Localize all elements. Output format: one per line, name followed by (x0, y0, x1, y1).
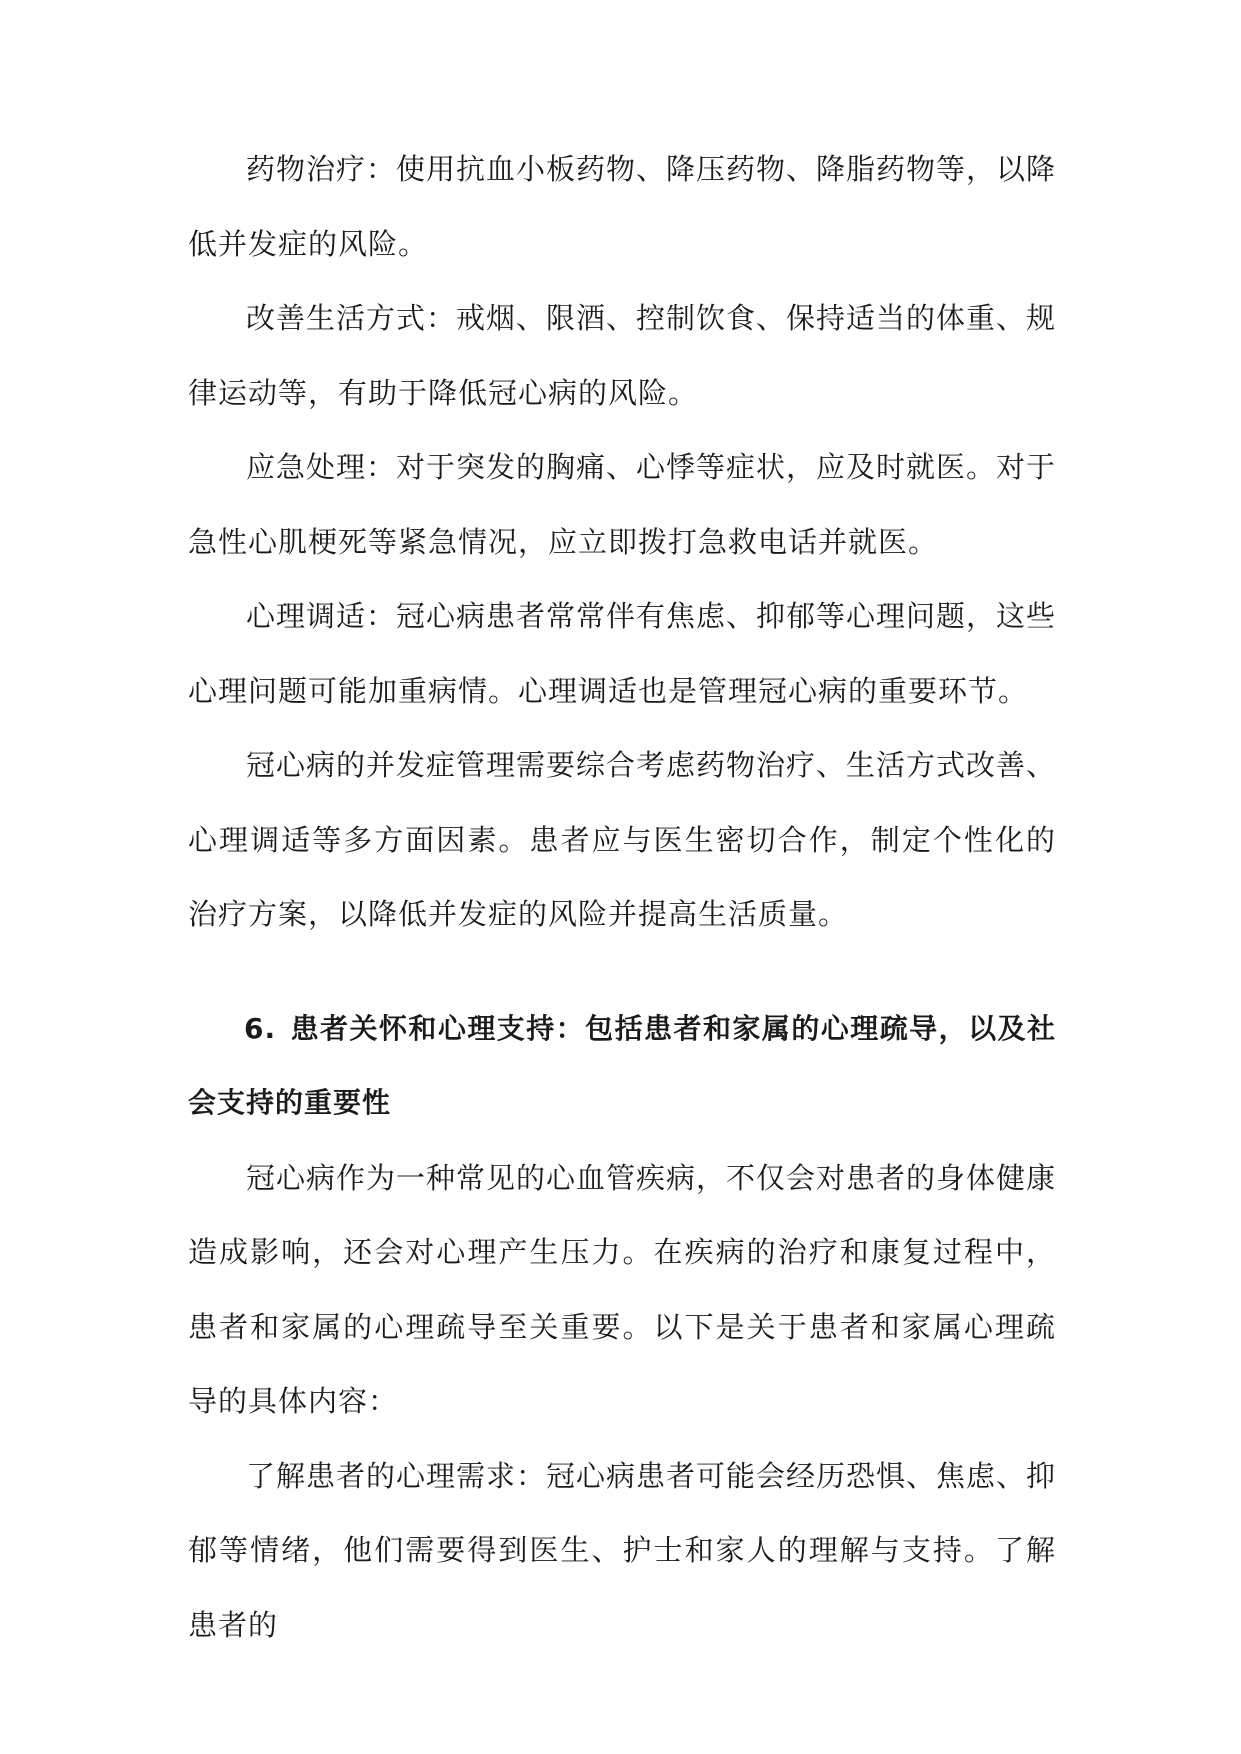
section-title: 患者关怀和心理支持：包括患者和家属的心理疏导，以及社会支持的重要性 (188, 1011, 1056, 1119)
section-heading (188, 992, 1056, 1141)
section-number: 6. (244, 1011, 277, 1045)
paragraph-intro-psychological-support: 冠心病作为一种常见的心血管疾病，不仅会对患者的身体健康造成影响，还会对心理产生压力。在疾病的治疗和康复过程中，患者和家属的心理疏导至关重要。以下是关于患者和家属心理疏导的具体内容： (188, 1160, 1057, 1418)
paragraph-medication: 药物治疗：使用抗血小板药物、降压药物、降脂药物等，以降低并发症的风险。 (188, 152, 1057, 261)
paragraph-patient-needs: 了解患者的心理需求：冠心病患者可能会经历恐惧、焦虑、抑郁等情绪，他们需要得到医生、护士和家人的理解与支持。了解患者的 (188, 1458, 1057, 1642)
paragraph-lifestyle: 改善生活方式：戒烟、限酒、控制饮食、保持适当的体重、规律运动等，有助于降低冠心病的风险。 (188, 301, 1057, 410)
document-page (188, 132, 1056, 1662)
paragraph-complication-summary: 冠心病的并发症管理需要综合考虑药物治疗、生活方式改善、心理调适等多方面因素。患者应与医生密切合作，制定个性化的治疗方案，以降低并发症的风险并提高生活质量。 (188, 748, 1057, 931)
paragraph-psychological-adjustment: 心理调适：冠心病患者常常伴有焦虑、抑郁等心理问题，这些心理问题可能加重病情。心理调适也是管理冠心病的重要环节。 (188, 599, 1057, 708)
paragraph-emergency: 应急处理：对于突发的胸痛、心悸等症状，应及时就医。对于急性心肌梗死等紧急情况，应立即拨打急救电话并就医。 (188, 450, 1057, 559)
